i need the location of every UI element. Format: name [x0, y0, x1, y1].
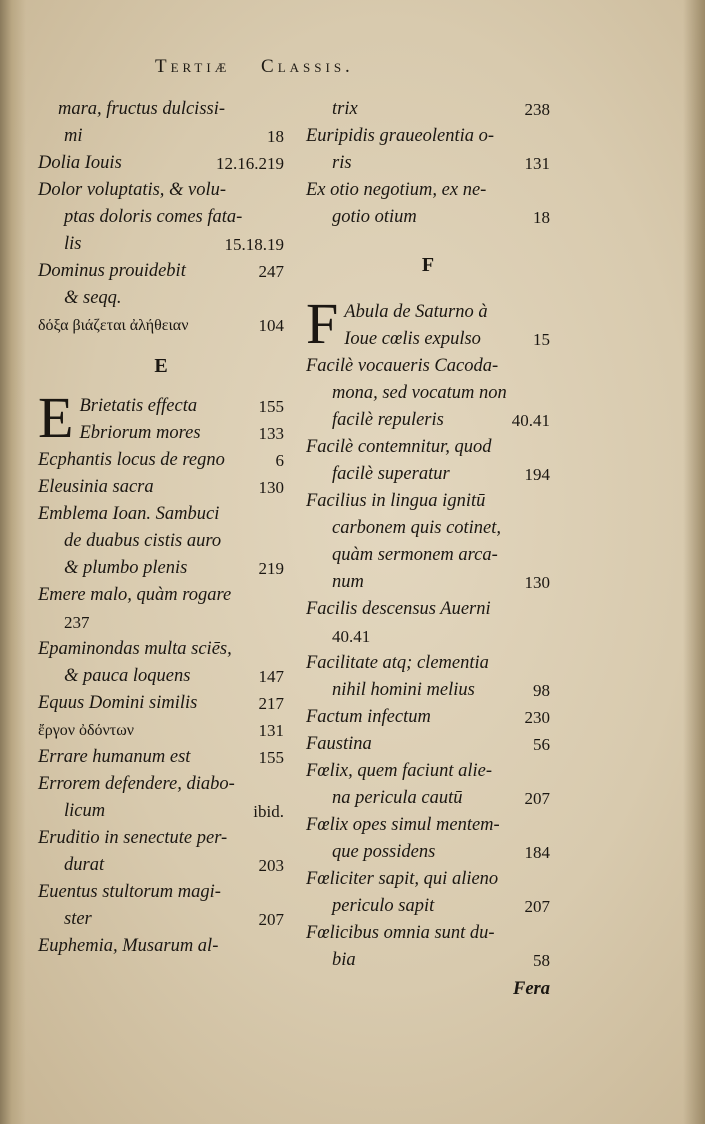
index-line: Euphemia, Musarum al-: [38, 936, 219, 956]
index-line: facilè repuleris 40.41: [332, 410, 550, 430]
index-line: Facilitate atq; clementia: [306, 653, 489, 673]
index-line: Facilè contemnitur, quod: [306, 437, 492, 457]
index-line: Fœlicibus omnia sunt du-: [306, 923, 495, 943]
index-line: Ex otio negotium, ex ne-: [306, 180, 487, 200]
index-line: Errare humanum est 155: [38, 747, 284, 767]
index-line: periculo sapit 207: [332, 896, 550, 916]
index-line: Fœlix opes simul mentem-: [306, 815, 500, 835]
index-line: bia 58: [332, 950, 550, 970]
index-line: trix 238: [332, 99, 550, 119]
index-line-greek: δόξα βιάζεται ἀλήθειαν 104: [38, 316, 284, 335]
section-letter-f: F: [421, 254, 435, 276]
index-line: & pauca loquens 147: [64, 666, 284, 686]
index-line: mara, fructus dulcissi-: [58, 99, 226, 119]
index-line: Fœliciter sapit, qui alieno: [306, 869, 499, 889]
index-line: nihil homini melius 98: [332, 680, 550, 700]
index-line: Emere malo, quàm rogare: [38, 585, 232, 605]
section-letter-e: E: [154, 355, 168, 377]
index-line: & plumbo plenis 219: [64, 558, 284, 578]
index-column-right: [306, 96, 550, 1004]
header-word-2: Classis.: [261, 56, 354, 77]
index-line: num 130: [332, 572, 550, 592]
index-line: Eleusinia sacra 130: [38, 477, 284, 497]
index-line: Equus Domini similis 217: [38, 693, 284, 713]
catchword: Fera: [513, 979, 550, 999]
index-line: Epaminondas multa sciēs,: [38, 639, 232, 659]
index-line: Facilius in lingua ignitū: [306, 491, 486, 511]
index-line: de duabus cistis auro: [64, 531, 222, 551]
index-line: gotio otium 18: [332, 207, 550, 227]
index-line: Faustina 56: [306, 734, 550, 754]
index-line: & seqq.: [64, 288, 122, 308]
index-line: Factum infectum 230: [306, 707, 550, 727]
index-line: Eruditio in senectute per-: [38, 828, 228, 848]
index-line: mona, sed vocatum non: [332, 383, 507, 403]
index-line: Ebriorum mores 133: [79, 423, 284, 443]
running-header: [155, 56, 455, 78]
index-line: mi 18: [64, 126, 284, 146]
index-line: quàm sermonem arca-: [332, 545, 498, 565]
index-line: Facilis descensus Auerni: [306, 599, 491, 619]
index-line: durat 203: [64, 855, 284, 875]
index-line: Euentus stultorum magi-: [38, 882, 221, 902]
index-line: 40.41: [332, 627, 371, 646]
page-spine-shadow: [0, 0, 26, 1124]
index-line: Emblema Ioan. Sambuci: [38, 504, 220, 524]
index-line: licum ibid.: [64, 801, 284, 821]
index-line: carbonem quis cotinet,: [332, 518, 502, 538]
index-line: Fœlix, quem faciunt alie-: [306, 761, 492, 781]
header-word-1: Tertiæ: [155, 56, 231, 77]
index-line: ptas doloris comes fata-: [64, 207, 243, 227]
index-line: facilè superatur 194: [332, 464, 550, 484]
page-edge-shadow: [683, 0, 705, 1124]
drop-cap-f: F: [306, 299, 339, 353]
index-line: lis 15.18.19: [64, 234, 284, 254]
index-line: Euripidis graueolentia o-: [306, 126, 495, 146]
index-line: ster 207: [64, 909, 284, 929]
index-line: ris 131: [332, 153, 550, 173]
drop-cap-e: E: [38, 393, 74, 447]
index-line: na pericula cautū 207: [332, 788, 550, 808]
index-line-greek: ἔργον ὀδόντων 131: [38, 721, 284, 740]
index-column-left: [38, 96, 284, 960]
index-line: Dominus prouidebit 247: [38, 261, 284, 281]
index-line: Ioue cœlis expulso 15: [344, 329, 550, 349]
index-line: 237: [64, 613, 90, 632]
index-line: que possidens 184: [332, 842, 550, 862]
index-line: Ecphantis locus de regno 6: [38, 450, 284, 470]
index-line: Errorem defendere, diabo-: [38, 774, 235, 794]
index-line: Dolia Iouis 12.16.219: [38, 153, 284, 173]
index-line: Dolor voluptatis, & volu-: [38, 180, 227, 200]
section-f-opening: [306, 299, 550, 353]
index-line: Brietatis effecta 155: [79, 396, 284, 416]
index-line: Abula de Saturno à: [344, 302, 488, 322]
index-line: Facilè vocaueris Cacoda-: [306, 356, 499, 376]
section-e-opening: [38, 393, 284, 447]
